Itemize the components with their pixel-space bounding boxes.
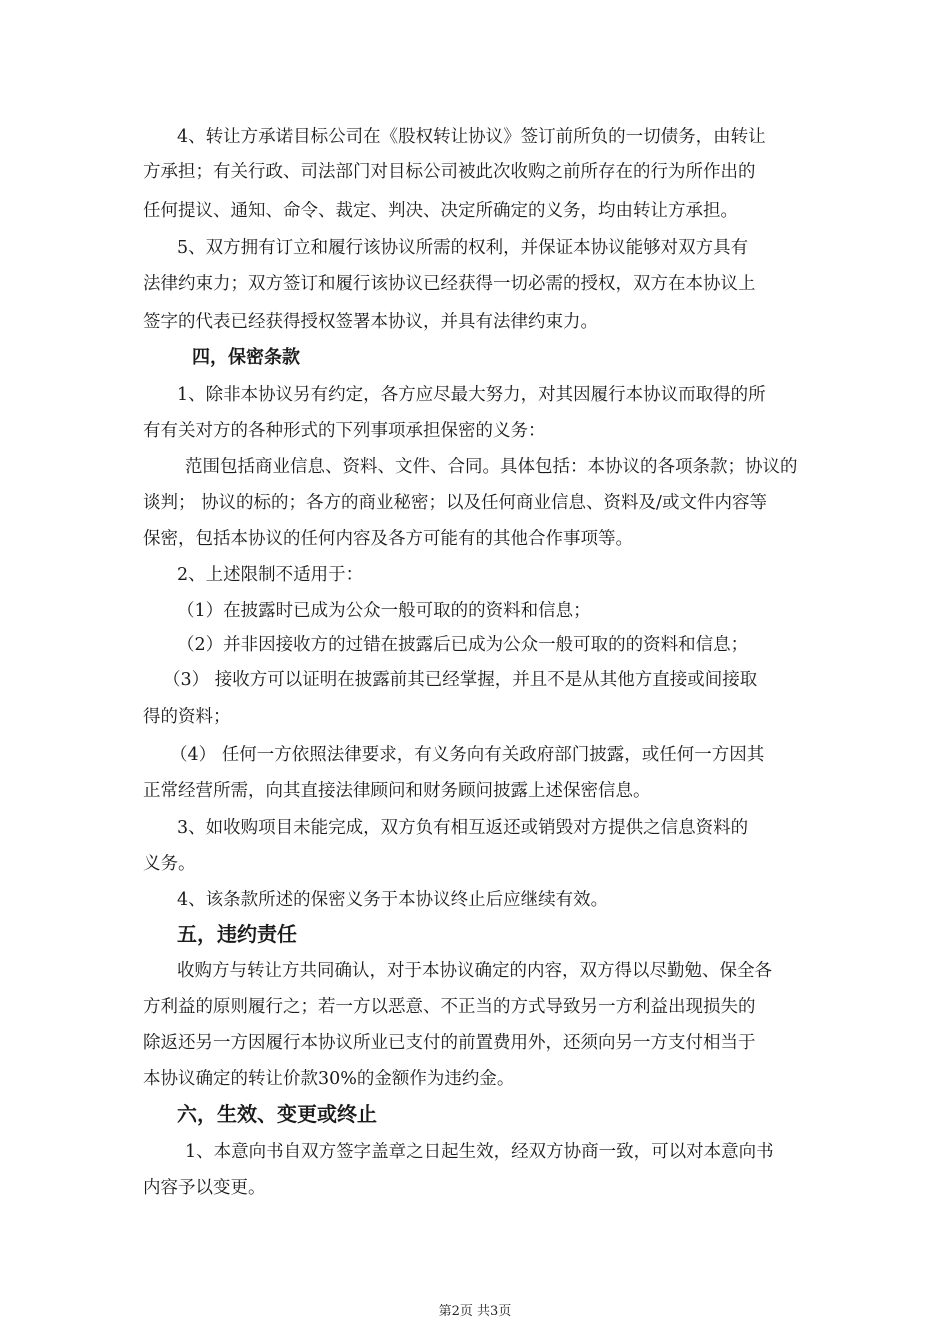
confidentiality-3-line-2: 义务。 [143,854,196,874]
exception-1-line: （1）在披露时已成为公众一般可取的的资料和信息； [177,601,591,621]
page-number-footer: 第2页 共3页 [438,1304,512,1319]
clause-5-line-3: 签字的代表已经获得授权签署本协议，并具有法律约束力。 [143,312,598,332]
section-heading-confidentiality: 四，保密条款 [192,347,300,368]
liability-line-3: 除返还另一方因履行本协议所业已支付的前置费用外，还须向另一方支付相当于 [143,1033,756,1053]
clause-4-line-1: 4、转让方承诺目标公司在《股权转让协议》签订前所负的一切债务，由转让 [177,127,766,147]
exception-3-line-1: （3） 接收方可以证明在披露前其已经掌握，并且不是从其他方直接或间接取 [163,670,758,690]
effect-1-line-2: 内容予以变更。 [143,1178,266,1198]
clause-5-line-2: 法律约束力；双方签订和履行该协议已经获得一切必需的授权，双方在本协议上 [143,274,756,294]
confidentiality-2-line: 2、上述限制不适用于： [177,565,364,585]
clause-4-line-3: 任何提议、通知、命令、裁定、判决、决定所确定的义务，均由转让方承担。 [143,201,738,221]
confidentiality-3-line-1: 3、如收购项目未能完成，双方负有相互返还或销毁对方提供之信息资料的 [177,818,749,838]
exception-2-line: （2）并非因接收方的过错在披露后已成为公众一般可取的的资料和信息； [177,635,749,655]
clause-4-line-2: 方承担；有关行政、司法部门对目标公司被此次收购之前所存在的行为所作出的 [143,162,756,182]
effect-1-line-1: 1、本意向书自双方签字盖章之日起生效，经双方协商一致，可以对本意向书 [185,1142,774,1162]
scope-line-1: 范围包括商业信息、资料、文件、合同。具体包括：本协议的各项条款；协议的 [185,457,798,477]
scope-line-2: 谈判； 协议的标的；各方的商业秘密；以及任何商业信息、资料及/或文件内容等 [143,493,767,513]
exception-3-line-2: 得的资料； [143,707,231,727]
liability-line-2: 方利益的原则履行之；若一方以恶意、不正当的方式导致另一方利益出现损失的 [143,997,756,1017]
exception-4-line-2: 正常经营所需，向其直接法律顾问和财务顾问披露上述保密信息。 [143,781,651,801]
liability-line-4: 本协议确定的转让价款30%的金额作为违约金。 [143,1069,515,1089]
section-heading-liability: 五，违约责任 [177,922,297,946]
exception-4-line-1: （4） 任何一方依照法律要求，有义务向有关政府部门披露，或任何一方因其 [170,745,765,765]
confidentiality-4-line: 4、该条款所述的保密义务于本协议终止后应继续有效。 [177,890,609,910]
section-heading-effect: 六，生效、变更或终止 [177,1102,377,1126]
scope-line-3: 保密，包括本协议的任何内容及各方可能有的其他合作事项等。 [143,529,633,549]
liability-line-1: 收购方与转让方共同确认，对于本协议确定的内容，双方得以尽勤勉、保全各 [177,961,772,981]
clause-5-line-1: 5、双方拥有订立和履行该协议所需的权利，并保证本协议能够对双方具有 [177,238,749,258]
confidentiality-1-line-1: 1、除非本协议另有约定，各方应尽最大努力，对其因履行本协议而取得的所 [177,385,766,405]
confidentiality-1-line-2: 有有关对方的各种形式的下列事项承担保密的义务： [143,421,546,441]
